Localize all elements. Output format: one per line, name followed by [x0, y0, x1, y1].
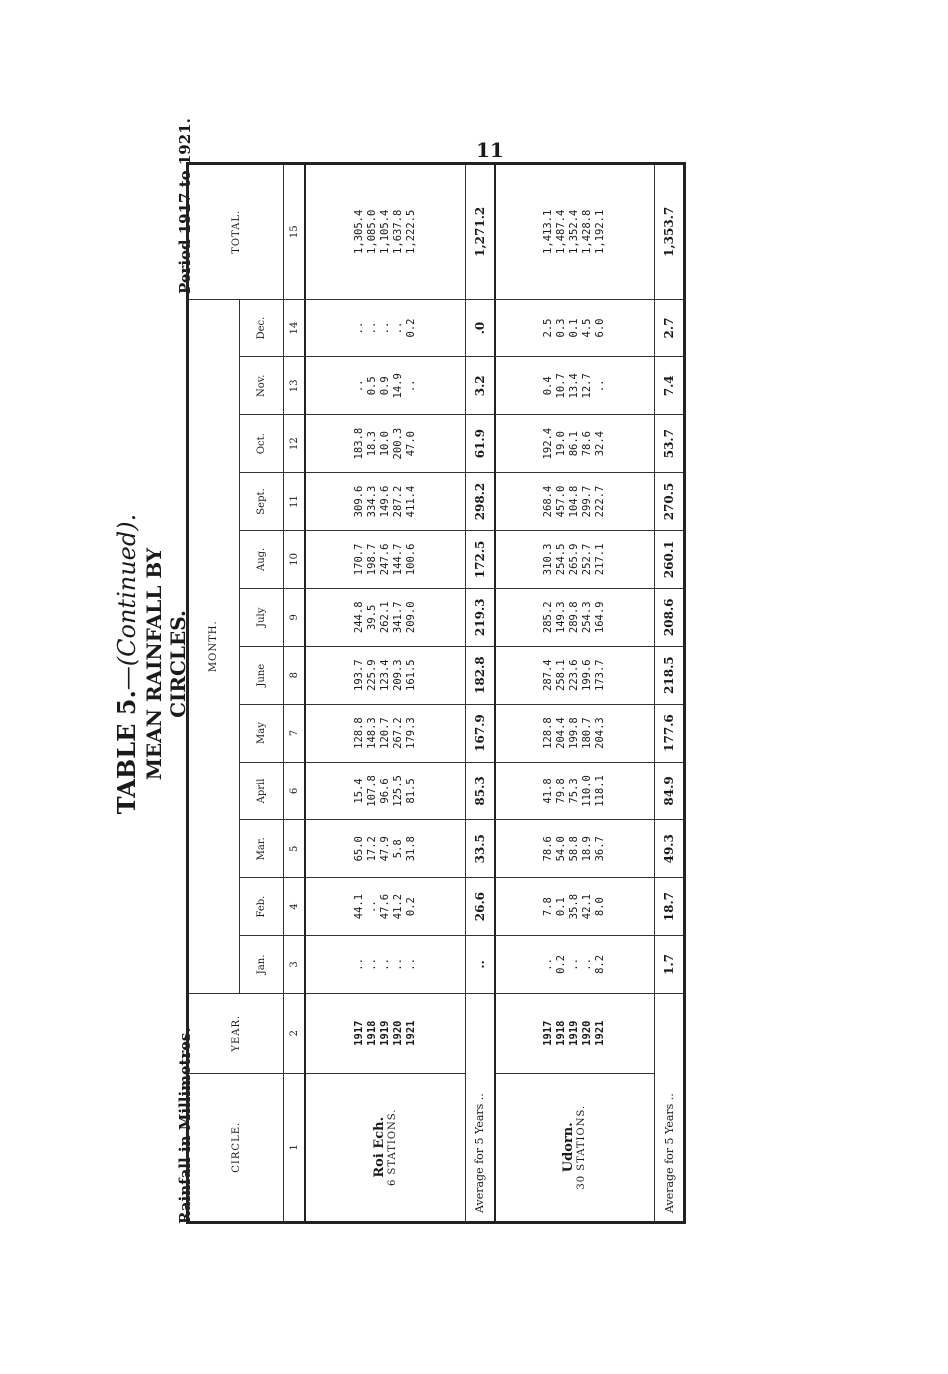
colno-6: 6 [284, 762, 306, 820]
circle-stations: 6 STATIONS. [386, 1108, 398, 1186]
avg-dec: 2.7 [655, 299, 685, 357]
total-cell: 1,305.4 1,085.0 1,105.4 1,637.8 1,222.5 [305, 164, 465, 300]
avg-jul: 219.3 [466, 588, 495, 646]
avg-mar: 33.5 [466, 820, 495, 878]
may-cell: 128.8 148.3 120.7 267.2 179.3 [305, 704, 465, 762]
colno-2: 2 [284, 993, 306, 1073]
avg-sep: 270.5 [655, 473, 685, 531]
average-label: Average for 5 Years .. [655, 993, 685, 1222]
avg-total: 1,271.2 [466, 164, 495, 300]
header-mar: Mar. [239, 820, 283, 878]
average-row [655, 164, 685, 1223]
header-row-1 [188, 164, 240, 1223]
year-cell: 1917 1918 1919 1920 1921 [305, 993, 465, 1073]
header-oct: Oct. [239, 415, 283, 473]
avg-jun: 218.5 [655, 646, 685, 704]
header-jun: June [239, 646, 283, 704]
colno-9: 9 [284, 588, 306, 646]
header-dec: Dec. [239, 299, 283, 357]
header-feb: Feb. [239, 878, 283, 936]
units-note: Rainfall in Millimetres. [176, 1027, 194, 1224]
table-row [495, 164, 655, 1223]
sep-cell: 309.6 334.3 149.6 287.2 411.4 [305, 473, 465, 531]
dec-cell: 2.5 0.3 0.1 4.5 6.0 [495, 299, 655, 357]
jun-cell: 287.4 258.1 223.6 199.6 173.7 [495, 646, 655, 704]
jan-cell: .. 0.2 .. .. 8.2 [495, 936, 655, 994]
aug-cell: 170.7 198.7 247.6 144.7 100.6 [305, 530, 465, 588]
colno-14: 14 [284, 299, 306, 357]
header-jul: July [239, 588, 283, 646]
colno-12: 12 [284, 415, 306, 473]
avg-oct: 61.9 [466, 415, 495, 473]
jul-cell: 285.2 149.3 289.8 254.3 164.9 [495, 588, 655, 646]
colno-1: 1 [284, 1073, 306, 1222]
mar-cell: 78.6 54.0 58.8 18.9 36.7 [495, 820, 655, 878]
header-sep: Sept. [239, 473, 283, 531]
table-number-label: TABLE 5. [112, 690, 141, 815]
colno-5: 5 [284, 820, 306, 878]
table-row [305, 164, 465, 1223]
circle-name: Roi Ech. [371, 1116, 387, 1178]
table-title: MEAN RAINFALL BY CIRCLES. [142, 547, 190, 781]
aug-cell: 310.3 254.5 265.9 252.7 217.1 [495, 530, 655, 588]
avg-nov: 3.2 [466, 357, 495, 415]
avg-jul: 208.6 [655, 588, 685, 646]
colno-4: 4 [284, 878, 306, 936]
circle-cell [495, 1073, 655, 1222]
avg-may: 167.9 [466, 704, 495, 762]
dec-cell: .. .. .. .. 0.2 [305, 299, 465, 357]
avg-apr: 85.3 [466, 762, 495, 820]
header-circle: CIRCLE. [188, 1073, 284, 1222]
jun-cell: 193.7 225.9 123.4 209.3 161.5 [305, 646, 465, 704]
avg-jan: .. [466, 936, 495, 994]
period-note: Period 1917 to 1921. [176, 118, 194, 294]
header-month: MONTH. [188, 299, 240, 993]
colno-15: 15 [284, 164, 306, 300]
oct-cell: 183.8 18.3 10.0 200.3 47.0 [305, 415, 465, 473]
header-aug: Aug. [239, 530, 283, 588]
header-jan: Jan. [239, 936, 283, 994]
colno-10: 10 [284, 530, 306, 588]
avg-may: 177.6 [655, 704, 685, 762]
jan-cell: .. .. .. .. .. [305, 936, 465, 994]
avg-jan: 1.7 [655, 936, 685, 994]
header-year: YEAR. [188, 993, 284, 1073]
circle-stations: 30 STATIONS. [575, 1104, 587, 1190]
total-cell: 1,413.1 1,487.4 1,352.4 1,428.8 1,192.1 [495, 164, 655, 300]
colno-3: 3 [284, 936, 306, 994]
average-row [466, 164, 495, 1223]
colno-13: 13 [284, 357, 306, 415]
colno-8: 8 [284, 646, 306, 704]
feb-cell: 44.1 .. 47.6 41.2 0.2 [305, 878, 465, 936]
avg-oct: 53.7 [655, 415, 685, 473]
avg-feb: 26.6 [466, 878, 495, 936]
nov-cell: .. 0.5 0.9 14.9 .. [305, 357, 465, 415]
year-cell: 1917 1918 1919 1920 1921 [495, 993, 655, 1073]
page-number: 11 [476, 138, 504, 162]
header-apr: April [239, 762, 283, 820]
header-may: May [239, 704, 283, 762]
circle-cell [305, 1073, 465, 1222]
jul-cell: 244.8 39.5 262.1 341.7 209.0 [305, 588, 465, 646]
avg-dec: .0 [466, 299, 495, 357]
colno-11: 11 [284, 473, 306, 531]
table-number [112, 494, 141, 834]
feb-cell: 7.8 0.1 35.8 42.1 8.0 [495, 878, 655, 936]
average-label: Average for 5 Years .. [466, 993, 495, 1222]
avg-mar: 49.3 [655, 820, 685, 878]
header-total: TOTAL. [188, 164, 284, 300]
avg-aug: 172.5 [466, 530, 495, 588]
apr-cell: 41.8 79.8 75.3 110.0 118.1 [495, 762, 655, 820]
may-cell: 128.8 204.4 199.8 180.7 204.3 [495, 704, 655, 762]
avg-feb: 18.7 [655, 878, 685, 936]
circle-name: Udorn. [560, 1122, 576, 1173]
avg-total: 1,353.7 [655, 164, 685, 300]
avg-aug: 260.1 [655, 530, 685, 588]
avg-sep: 298.2 [466, 473, 495, 531]
colno-7: 7 [284, 704, 306, 762]
header-nov: Nov. [239, 357, 283, 415]
apr-cell: 15.4 107.8 96.6 125.5 81.5 [305, 762, 465, 820]
avg-nov: 7.4 [655, 357, 685, 415]
rainfall-table [186, 162, 686, 1224]
sep-cell: 268.4 457.0 104.8 299.7 222.7 [495, 473, 655, 531]
oct-cell: 192.4 19.0 86.1 78.6 32.4 [495, 415, 655, 473]
column-number-row [284, 164, 306, 1223]
avg-jun: 182.8 [466, 646, 495, 704]
mar-cell: 65.0 17.2 47.9 5.8 31.8 [305, 820, 465, 878]
avg-apr: 84.9 [655, 762, 685, 820]
nov-cell: 0.4 10.7 13.4 12.7 .. [495, 357, 655, 415]
table-continued: —(Continued). [113, 513, 141, 691]
